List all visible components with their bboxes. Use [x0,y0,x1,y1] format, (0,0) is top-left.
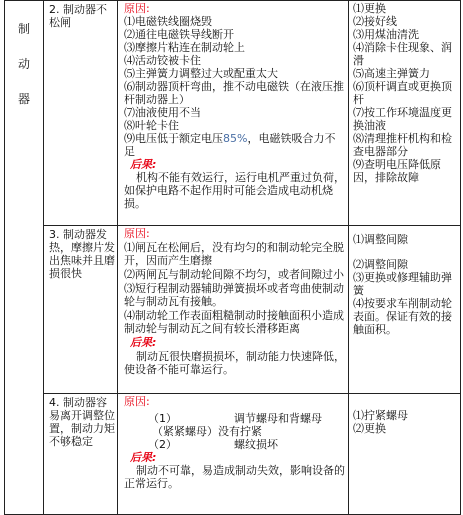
cause-line: ⑷活动铰被卡住 [124,54,201,67]
fix-line: ⑴调整间隙 [353,233,408,246]
table-row [5,1,461,226]
cause-cell [118,1,349,226]
fault-item: 2. 制动器不松闸 [44,1,118,226]
consequence-text: 制动瓦很快磨损损坏，制动能力快速降低，使设备不能可靠运行。 [124,350,345,376]
cause-line: ⑺油液使用不当 [124,106,201,119]
cause-line: ⑻叶轮卡住 [124,119,179,132]
category-char: 动 [17,57,30,71]
consequence-label: 后果: [130,451,157,464]
cause-cell [118,394,349,515]
category-char: 制 [17,22,30,36]
fix-line: ⑼查明电压降低原因，排除故障 [353,158,441,184]
cause-label: 原因: [124,2,150,15]
fix-line: ⑷消除卡住现象、润滑 [353,41,452,67]
cause-line: ⑸主弹簧力调整过大或配重太大 [124,67,278,80]
fix-cell [349,226,461,394]
fix-line: ⑷按要求车削制动轮表面。保证有效的接触面积。 [353,297,452,336]
cause-line: ⑶摩擦片粘连在制动轮上 [124,41,245,54]
fix-line: ⑻清理推杆机构和检查电器部分 [353,132,452,158]
cause-line: ⑴闸瓦在松闸后，没有均匀的和制动轮完全脱开，因而产生磨擦 [124,241,344,267]
cause-line: （1） 调节螺母和背螺母 [148,412,322,425]
consequence-label: 后果: [130,336,157,349]
fix-line: ⑶用煤油清洗 [353,28,419,41]
cause-line: ⑷制动轮工作表面粗糙制动时接触面积小造成制动轮与制动瓦之间有较长滑移距离 [124,309,344,335]
fix-line: ⑴更换 [353,2,386,15]
cause-line: ⑵两闸瓦与制动轮间隙不均匀，或者间隙过小 [124,268,344,281]
fix-line: ⑵调整间隙 [353,258,408,271]
cause-label: 原因: [124,227,150,240]
cause-label: 原因: [124,395,150,408]
cause-line: （紧紧螺母）没有拧紧 [152,425,262,438]
fault-table [4,0,461,515]
table-row [5,226,461,394]
fix-line: ⑺按工作环境温度更换油液 [353,106,452,132]
fix-line: ⑶更换或修理辅助弹簧 [353,271,452,297]
consequence-label: 后果: [130,158,157,171]
fault-item: 4. 制动器容易离开调整位置，制动力矩不够稳定 [44,394,118,515]
consequence-text: 机构不能有效运行，运行电机严重过负荷，如保护电路不起作用时可能会造成电动机烧损。 [124,171,345,210]
table-row [5,394,461,515]
fix-line: ⑹顶杆调直或更换顶杆 [353,80,452,106]
fix-cell [349,394,461,515]
fault-item: 3. 制动器发热，摩擦片发出焦味并且磨损很快 [44,226,118,394]
fix-line: ⑴拧紧螺母 [353,409,408,422]
cause-line: ⑼电压低于额定电压85%，电磁铁吸合力不足 [124,132,336,158]
cause-line: ⑹制动器顶杆弯曲，推不动电磁铁（在液压推杆制动器上） [124,80,344,106]
cause-cell [118,226,349,394]
category-cell [5,1,44,515]
fix-cell [349,1,461,226]
category-char: 器 [17,92,30,106]
fix-line: ⑸高速主弹簧力 [353,67,430,80]
consequence-text: 制动不可靠，易造成制动失效，影响设备的正常运行。 [124,464,345,490]
fix-line: ⑵接好线 [353,15,397,28]
cause-line: ⑶短行程制动器辅助弹簧损坏或者弯曲使制动轮与制动瓦有接触。 [124,282,344,308]
fix-line: ⑵更换 [353,422,386,435]
cause-line: （2） 螺纹损坏 [148,438,278,451]
cause-line: ⑵通往电磁铁导线断开 [124,28,234,41]
cause-line: ⑴电磁铁线圈烧毁 [124,15,212,28]
